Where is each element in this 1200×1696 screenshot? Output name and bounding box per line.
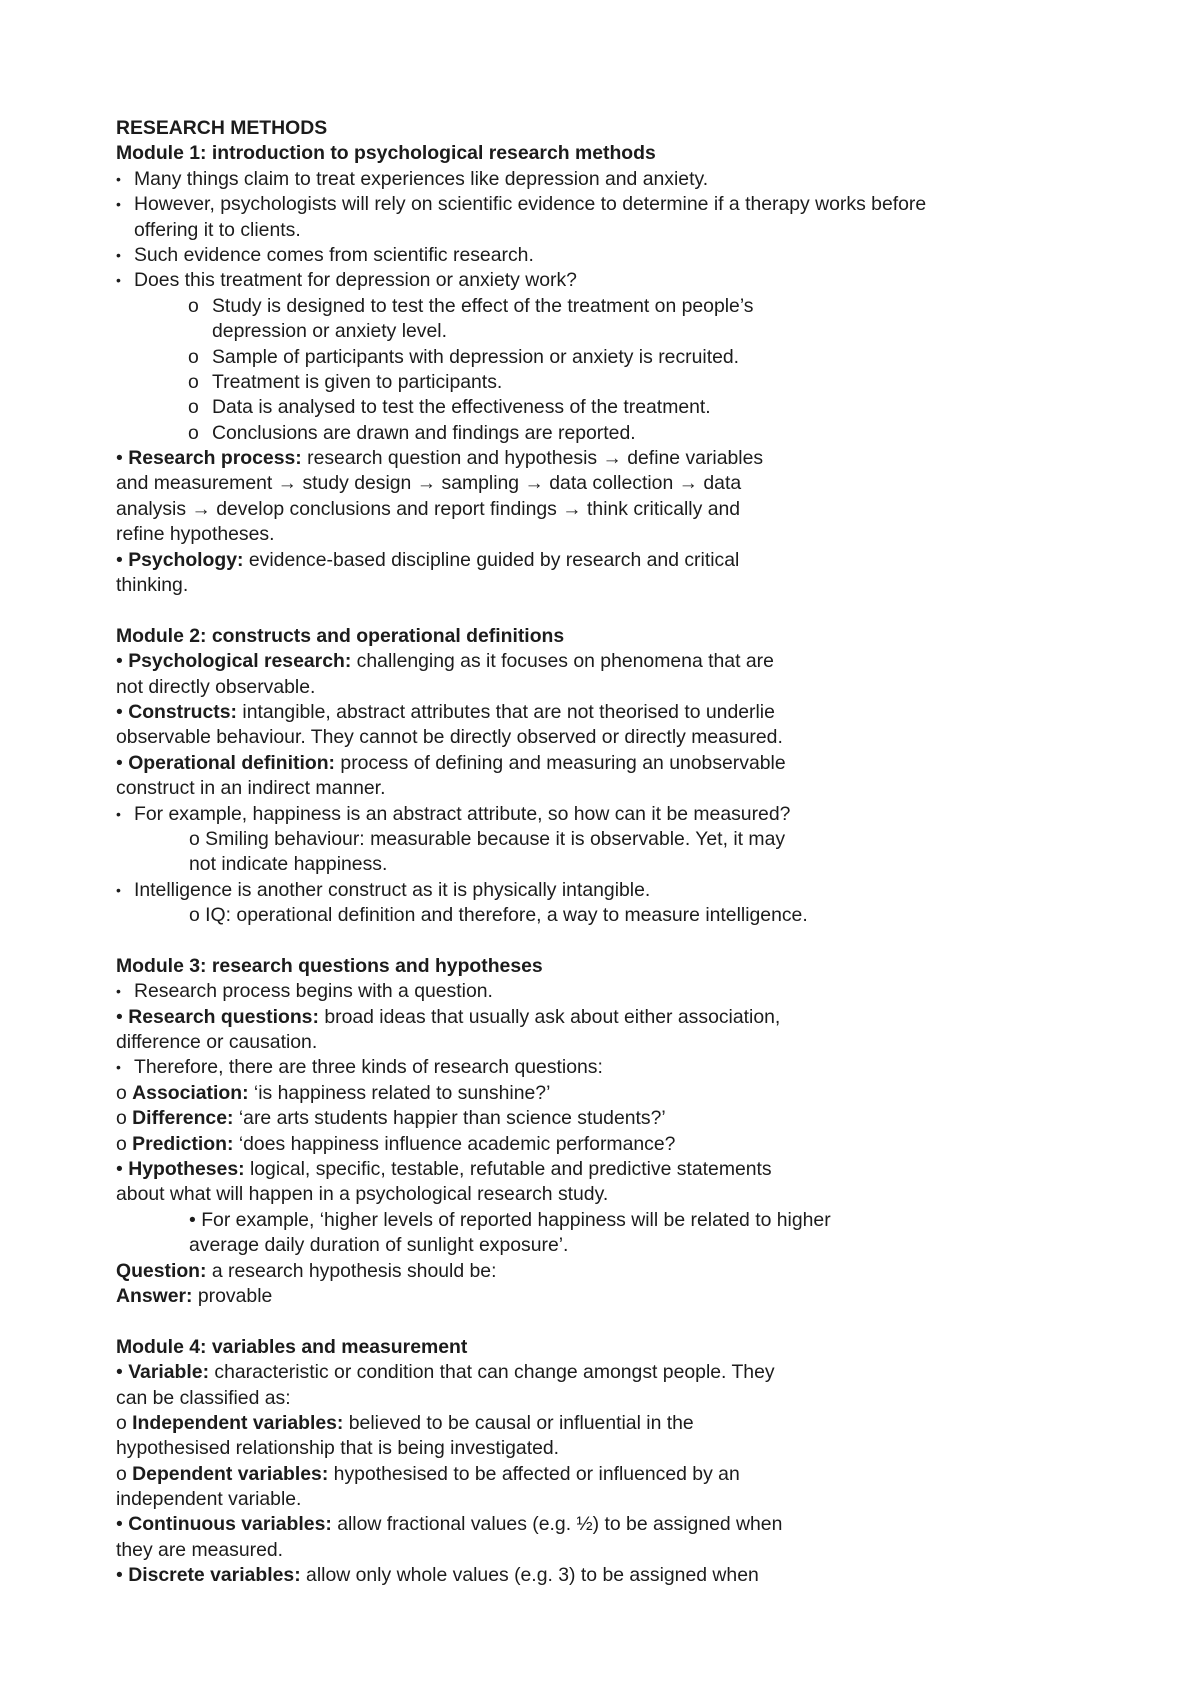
document-page: [116, 116, 1116, 1589]
definition-continuation: thinking.: [116, 574, 189, 597]
sub-bullet-icon: o: [188, 370, 199, 393]
bullet-icon: •: [116, 548, 129, 571]
definition-psychology: • Psychology: evidence-based discipline guided by research and critical: [116, 548, 740, 571]
document-title: RESEARCH METHODS: [116, 117, 328, 139]
definition-continuation: can be classified as:: [116, 1386, 291, 1409]
sub-list-item: o Sample of participants with depression or anxiety is recruited.: [116, 345, 1116, 370]
definition-continuation: independent variable.: [116, 1488, 302, 1511]
sub-list-item-continuation: not indicate happiness.: [189, 853, 388, 876]
definition-continuation: not directly observable.: [116, 675, 316, 698]
list-item: • Such evidence comes from scientific research.: [116, 243, 1116, 268]
definition-continuous-variables: • Continuous variables: allow fractional values (e.g. ½) to be assigned when: [116, 1513, 783, 1536]
definition-research-process: • Research process: research question and hypothesis → define variables: [116, 447, 764, 470]
sub-list-item: o IQ: operational definition and therefore, a way to measure intelligence.: [189, 904, 808, 927]
sub-bullet-icon: o: [116, 1462, 133, 1485]
quiz-answer: Answer: provable: [116, 1284, 273, 1307]
section-spacer: [116, 1309, 1116, 1334]
definition-continuation: construct in an indirect manner.: [116, 777, 386, 800]
bullet-icon: •: [116, 246, 121, 263]
bullet-icon: •: [116, 447, 129, 470]
sub-list-item: o Study is designed to test the effect of the treatment on people’s: [116, 294, 1116, 319]
sub-bullet-icon: o: [116, 1411, 133, 1434]
module-2-heading: Module 2: constructs and operational definitions: [116, 624, 565, 647]
definition-continuation: analysis → develop conclusions and report findings → think critically and: [116, 497, 741, 520]
definition-continuation: difference or causation.: [116, 1031, 318, 1054]
bullet-icon: •: [116, 1564, 129, 1587]
bullet-icon: •: [116, 1059, 121, 1076]
list-item-continuation: offering it to clients.: [134, 218, 301, 241]
bullet-icon: •: [116, 805, 121, 822]
definition-continuation: they are measured.: [116, 1538, 284, 1561]
sub-bullet-icon: o: [116, 1132, 133, 1155]
module-1-heading: Module 1: introduction to psychological research methods: [116, 142, 656, 165]
sub-bullet-icon: o: [188, 345, 199, 368]
section-spacer: [116, 929, 1116, 954]
sub-bullet-icon: o: [188, 396, 199, 419]
bullet-icon: •: [116, 196, 121, 213]
bullet-icon: •: [116, 1513, 129, 1536]
quiz-question: Question: a research hypothesis should be:: [116, 1259, 497, 1282]
definition-constructs: • Constructs: intangible, abstract attributes that are not theorised to underlie: [116, 700, 775, 723]
question-type-prediction: o Prediction: ‘does happiness influence academic performance?: [116, 1132, 676, 1155]
definition-continuation: refine hypotheses.: [116, 523, 275, 546]
bullet-icon: •: [116, 881, 121, 898]
definition-discrete-variables: • Discrete variables: allow only whole values (e.g. 3) to be assigned when: [116, 1564, 759, 1587]
sub-bullet-icon: o: [116, 1107, 133, 1130]
definition-variable: • Variable: characteristic or condition that can change amongst people. They: [116, 1361, 775, 1384]
question-type-difference: o Difference: ‘are arts students happier than science students?’: [116, 1107, 666, 1130]
definition-continuation: and measurement → study design → sampling → data collection → data: [116, 472, 742, 495]
bullet-icon: •: [116, 983, 121, 1000]
definition-independent-variables: o Independent variables: believed to be causal or influential in the: [116, 1411, 694, 1434]
definition-continuation: observable behaviour. They cannot be directly observed or directly measured.: [116, 726, 783, 749]
definition-hypotheses: • Hypotheses: logical, specific, testable, refutable and predictive statements: [116, 1158, 772, 1181]
definition-research-questions: • Research questions: broad ideas that usually ask about either association,: [116, 1005, 781, 1028]
sub-list-item: o Conclusions are drawn and findings are reported.: [116, 421, 1116, 446]
list-item: • Many things claim to treat experiences like depression and anxiety.: [116, 167, 1116, 192]
question-type-association: o Association: ‘is happiness related to sunshine?’: [116, 1081, 551, 1104]
bullet-icon: •: [116, 170, 121, 187]
sub-bullet-icon: o: [188, 294, 199, 317]
definition-operational-definition: • Operational definition: process of defining and measuring an unobservable: [116, 751, 786, 774]
list-item: • Does this treatment for depression or anxiety work?: [116, 268, 1116, 293]
bullet-icon: •: [116, 650, 129, 673]
definition-continuation: about what will happen in a psychological research study.: [116, 1183, 609, 1206]
module-4-heading: Module 4: variables and measurement: [116, 1335, 468, 1358]
definition-continuation: hypothesised relationship that is being investigated.: [116, 1437, 560, 1460]
bullet-icon: •: [116, 1158, 129, 1181]
section-spacer: [116, 598, 1116, 623]
list-item: • For example, happiness is an abstract attribute, so how can it be measured?: [116, 802, 1116, 827]
bullet-icon: •: [116, 751, 129, 774]
sub-list-item-continuation: depression or anxiety level.: [212, 320, 447, 343]
sub-list-item: o Data is analysed to test the effectiveness of the treatment.: [116, 395, 1116, 420]
sub-list-item: o Treatment is given to participants.: [116, 370, 1116, 395]
bullet-icon: •: [116, 1361, 129, 1384]
list-item: • Intelligence is another construct as it is physically intangible.: [116, 878, 1116, 903]
sub-list-item-continuation: average daily duration of sunlight exposure’.: [189, 1234, 569, 1257]
list-item: • Therefore, there are three kinds of research questions:: [116, 1055, 1116, 1080]
bullet-icon: •: [116, 272, 121, 289]
definition-dependent-variables: o Dependent variables: hypothesised to be affected or influenced by an: [116, 1462, 740, 1485]
list-item: • Research process begins with a question.: [116, 979, 1116, 1004]
sub-bullet-icon: o: [188, 421, 199, 444]
bullet-icon: •: [116, 1005, 129, 1028]
list-item: • However, psychologists will rely on scientific evidence to determine if a therapy works before: [116, 192, 1116, 217]
sub-list-item: • For example, ‘higher levels of reported happiness will be related to higher: [189, 1208, 831, 1231]
definition-psychological-research: • Psychological research: challenging as it focuses on phenomena that are: [116, 650, 774, 673]
module-3-heading: Module 3: research questions and hypotheses: [116, 954, 543, 977]
sub-bullet-icon: o: [116, 1081, 133, 1104]
sub-list-item: o Smiling behaviour: measurable because it is observable. Yet, it may: [189, 827, 786, 850]
bullet-icon: •: [189, 1208, 202, 1231]
bullet-icon: •: [116, 700, 129, 723]
